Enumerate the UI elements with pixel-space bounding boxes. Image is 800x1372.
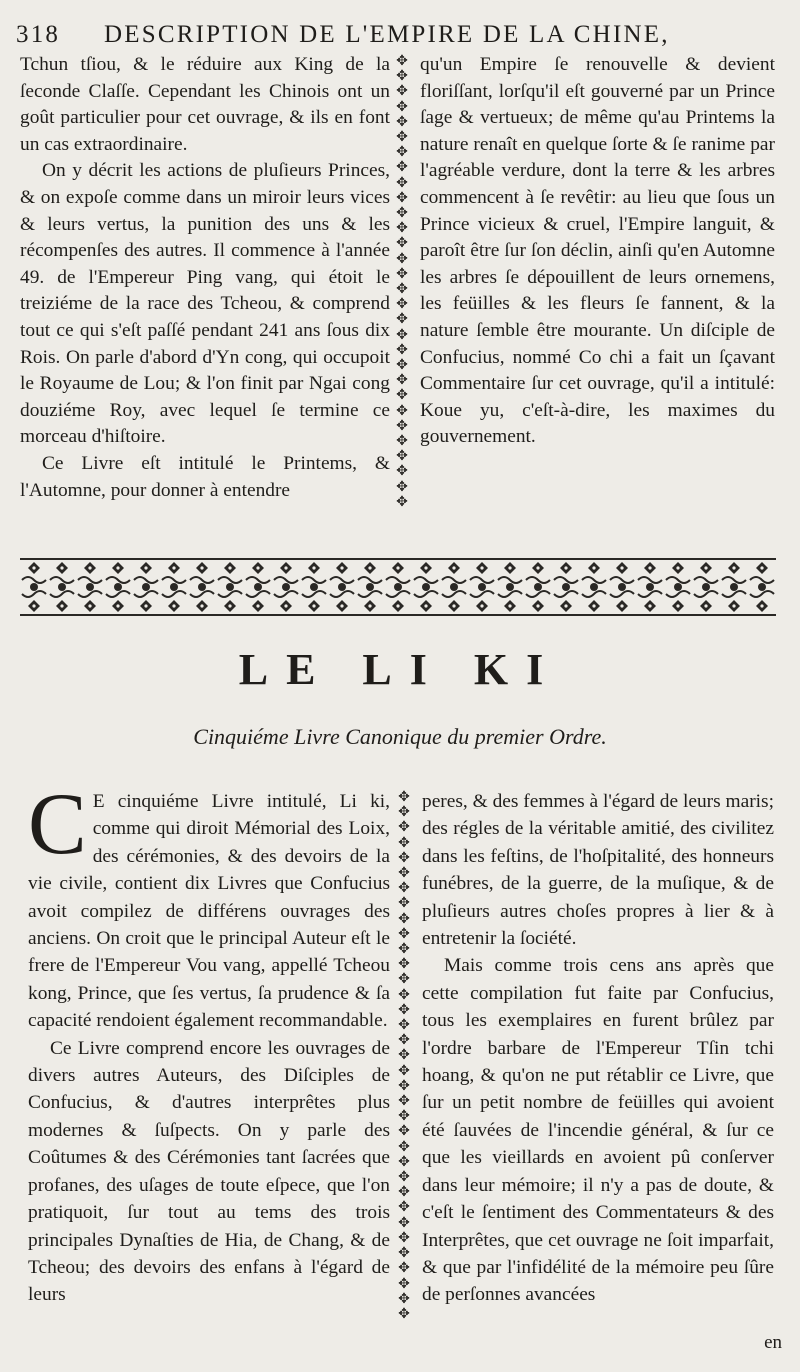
top-right-column [420,52,775,451]
paragraph-text: E cinquiéme Livre intitulé, Li ki, comme qui diroit Mémorial des Loix, des cérémonies, & des devoirs de la vie civile, contient dix Livres que Confucius avoit compilez de différens ouvrages des anciens. On croit que le principal Auteur eſt le frere de l'Empereur Vou vang, appellé Tcheou kong, Prince, que ſes vertus, ſa prudence & ſa capacité rendoient également recommandable. [28,791,390,1032]
paragraph: Ce Livre comprend encore les ouvrages de divers autres Auteurs, des Diſciples de Confucius, & d'autres interprêtes plus modernes & ſuſpects. On y parle des Coûtumes & des Cérémonies tant ſacrées que profanes, des uſages de toute eſpece, que l'on pratiquoit, ſur tout au tems des trois principales Dynaſties de Hia, de Chang, & de Tcheou; des devoirs des enfans à l'égard de leurs [28,1037,390,1306]
paragraph: qu'un Empire ſe renouvelle & devient floriſſant, lorſqu'il eſt gouverné par un Prince ſage & vertueux; de même qu'au Printems la nature renaît en quelque ſorte & ſe ranime par l'agréable verdure, dont la terre & les arbres commencent à ſe revêtir: au lieu que ſous un Prince vicieux & cruel, l'Empire languit, & paroît être ſur ſon déclin, ainſi qu'en Automne les arbres ſe dépouillent de leurs ornemens, les feüilles & les fleurs ſe fannent, & la nature ſemble être mourante. Un diſciple de Confucius, nommé Co chi a fait un ſçavant Commentaire ſur cet ouvrage, qu'il a intitulé: Koue yu, c'eſt-à-dire, les maximes du gouvernement. [420,54,775,448]
paragraph: Mais comme trois cens ans après que cette compilation fut faite par Confucius, tous les exemplaires en furent brûlez par l'ordre barbare de l'Empereur Tſin tchi hoang, & qu'on ne put rétablir ce Livre, que ſur un petit nombre de feüilles qui avoient été ſauvées de l'incendie général, & ſur ce que les vieillards en avoient pû conſerver dans leur mémoire; il n'y a pas de doute, & c'eſt le ſentiment des Commentateurs & des Interprêtes, que cet ouvrage ne ſoit imparfait, & que par l'infidélité de la mémoire peu ſûre de perſonnes avancées [422,955,774,1306]
running-title: DESCRIPTION DE L'EMPIRE DE LA CHINE, [104,21,670,48]
section-title: LE LI KI [238,645,562,694]
catchword: en [764,1332,782,1353]
drop-cap: C [28,776,87,873]
running-head [16,18,786,52]
bottom-left-column [28,776,390,1309]
fleuron-band-ornament [20,558,776,616]
paragraph: On y décrit les actions de pluſieurs Princes, & on expoſe comme dans un miroir leurs vices & leurs vertus, la punition des uns & les récompenſes des autres. Il commence à l'année 49. de l'Empereur Ping vang, qui étoit le treiziéme de la race des Tcheou, & comprend tout ce qui s'eſt paſſé pendant 241 ans ſous dix Rois. On parle d'abord d'Yn cong, qui occupoit le Royaume de Lou; & l'on finit par Ngai cong douziéme Roy, avec lequel ſe termine ce morceau d'hiſtoire. [20,160,390,448]
top-left-column [20,52,390,504]
page-number: 318 [16,21,61,48]
bottom-right-column [422,788,774,1309]
column-ornament-rule: ✥ ✥ ✥ ✥ ✥ ✥ ✥ ✥ ✥ ✥ ✥ ✥ ✥ ✥ ✥ ✥ ✥ ✥ ✥ ✥ ✥ ✥ ✥ ✥ ✥ ✥ ✥ ✥ ✥ ✥ ✥ ✥ ✥ ✥ ✥ [398,790,410,1322]
column-ornament-rule: ✥ ✥ ✥ ✥ ✥ ✥ ✥ ✥ ✥ ✥ ✥ ✥ ✥ ✥ ✥ ✥ ✥ ✥ ✥ ✥ ✥ ✥ ✥ ✥ ✥ ✥ ✥ ✥ ✥ ✥ [396,54,408,510]
paragraph [28,776,390,1035]
section-subtitle: Cinquiéme Livre Canonique du premier Ordre. [193,724,607,749]
paragraph: Tchun tſiou, & le réduire aux King de la ſeconde Claſſe. Cependant les Chinois ont un goût particulier pour cet ouvrage, & ils en font un cas extraordinaire. [20,54,390,155]
paragraph: peres, & des femmes à l'égard de leurs maris; des régles de la véritable amitié, des civilitez dans les feſtins, de l'hoſpitalité, des honneurs funébres, de la guerre, de la muſique, & de pluſieurs autres choſes propres à lier & à entretenir la ſociété. [422,791,774,950]
paragraph: Ce Livre eſt intitulé le Printems, & l'Automne, pour donner à entendre [20,452,390,501]
